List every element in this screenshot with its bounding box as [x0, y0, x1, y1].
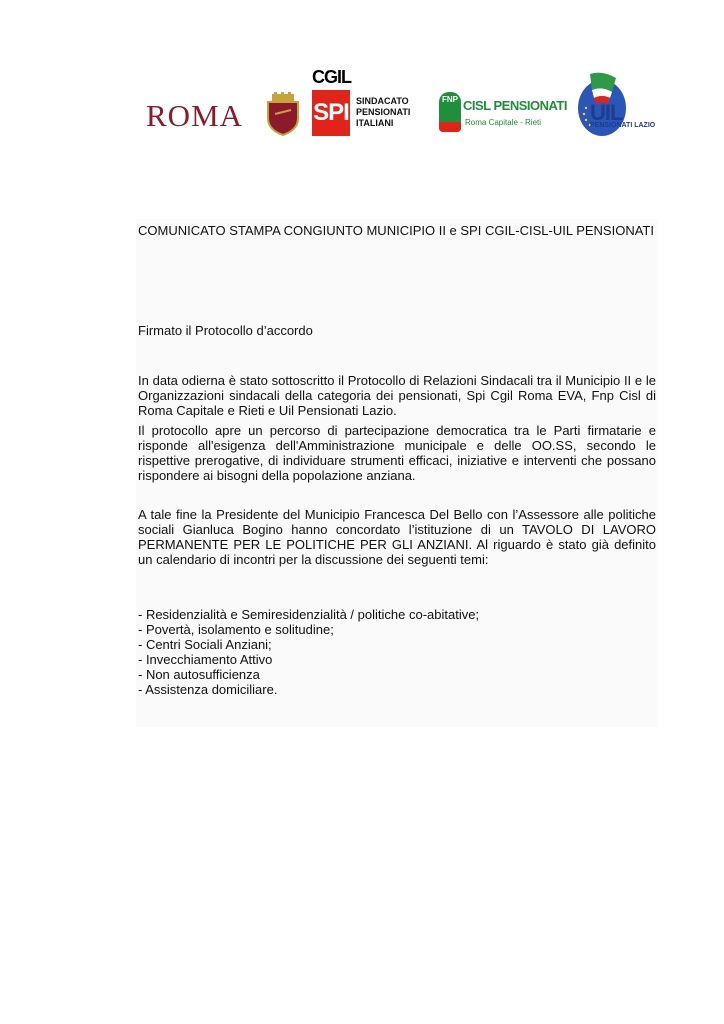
roma-crest-icon [264, 92, 302, 136]
spi-cgil-logo [312, 67, 411, 128]
paragraph-2: Il protocollo apre un percorso di partecipazione democratica tra le Parti firmatarie e risponde all'esigenza dell'Amministrazione municipale e delle OO.SS, secondo le rispettive prerogative, di individuare strumenti efficaci, iniziative e interventi che possano rispondere ai bisogni della popolazione anziana. [138, 423, 656, 483]
document-title: COMUNICATO STAMPA CONGIUNTO MUNICIPIO II e SPI CGIL-CISL-UIL PENSIONATI [138, 223, 654, 238]
list-item: - Invecchiamento Attivo [138, 652, 273, 667]
paragraph-1: In data odierna è stato sottoscritto il Protocollo di Relazioni Sindacali tra il Municipio II e le Organizzazioni sindacali della categoria dei pensionati, Spi Cgil Roma EVA, Fnp Cisl di Roma Capitale e Rieti e Uil Pensionati Lazio. [138, 373, 656, 418]
spi-wordmark: SPI [312, 90, 350, 136]
topics-list [138, 607, 656, 697]
list-item: - Non autosufficienza [138, 667, 260, 682]
list-item: - Residenzialità e Semiresidenzialità / politiche co-abitative; [138, 607, 480, 622]
list-item: - Centri Sociali Anziani; [138, 637, 272, 652]
list-item: - Povertà, isolamento e solitudine; [138, 622, 334, 637]
paragraph-3: A tale fine la Presidente del Municipio Francesca Del Bello con l’Assessore alle politiche sociali Gianluca Bogino hanno concordato l’istituzione di un TAVOLO DI LAVORO PERMANENTE PER LE POLITICHE PER GLI ANZIANI. Al riguardo è stato già definito un calendario di incontri per la discussione dei seguenti temi: [138, 507, 656, 567]
document-subtitle: Firmato il Protocollo d’accordo [138, 323, 313, 338]
press-release-body [136, 219, 658, 727]
cisl-subtitle: Roma Capitale - Rieti [465, 118, 542, 127]
list-item: - Assistenza domiciliare. [138, 682, 278, 697]
fnp-badge: FNP [439, 92, 461, 132]
cisl-pensionati-wordmark: CISL PENSIONATI [463, 98, 567, 113]
logo-row [0, 60, 724, 160]
uil-wordmark: UIL [590, 100, 623, 125]
uil-subtitle: PENSIONATI LAZIO [590, 122, 656, 129]
spi-caption: SINDACATO PENSIONATI ITALIANI [356, 96, 411, 128]
roma-logo: ROMA [146, 98, 244, 133]
cgil-wordmark: CGIL [312, 67, 351, 87]
